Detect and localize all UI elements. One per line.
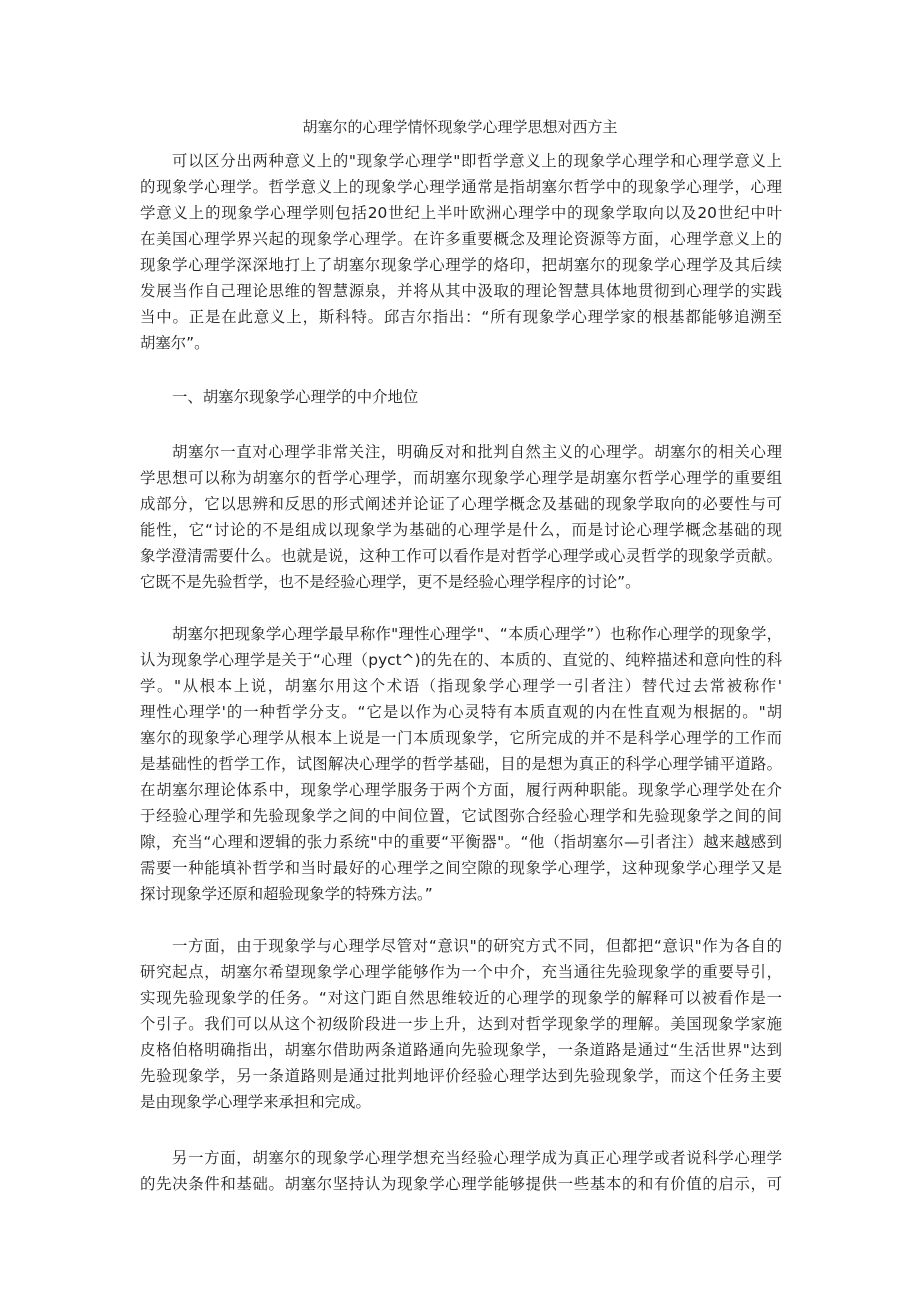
paragraph-line: 塞尔的现象学心理学从根本上说是一门本质现象学，它所完成的并不是科学心理学的工作而 xyxy=(140,729,782,747)
paragraph xyxy=(140,148,782,356)
paragraph-line: 另一方面，胡塞尔的现象学心理学想充当经验心理学成为真正心理学或者说科学心理学 xyxy=(172,1149,782,1167)
paragraph-line: 探讨现象学还原和超验现象学的特殊方法。” xyxy=(140,885,433,903)
paragraph-line: 是由现象学心理学来承担和完成。 xyxy=(140,1093,371,1111)
paragraph-line: 胡塞尔把现象学心理学最早称作"理性心理学"、“本质心理学”）也称作心理学的现象学， xyxy=(172,625,782,643)
paragraph-line: 需要一种能填补哲学和当时最好的心理学之间空隙的现象学心理学，这种现象学心理学又是 xyxy=(140,859,782,877)
paragraph-line: 学思想可以称为胡塞尔的哲学心理学，而胡塞尔现象学心理学是胡塞尔哲学心理学的重要组 xyxy=(140,469,782,487)
paragraph-line: 的现象学心理学。哲学意义上的现象学心理学通常是指胡塞尔哲学中的现象学心理学，心理 xyxy=(140,178,782,196)
paragraph xyxy=(140,621,782,907)
paragraph-line: 在美国心理学界兴起的现象学心理学。在许多重要概念及理论资源等方面，心理学意义上的 xyxy=(140,230,782,248)
paragraph-line: 的先决条件和基础。胡塞尔坚持认为现象学心理学能够提供一些基本的和有价值的启示，可 xyxy=(140,1175,782,1193)
paragraph-line: 胡塞尔一直对心理学非常关注，明确反对和批判自然主义的心理学。胡塞尔的相关心理 xyxy=(172,443,782,461)
paragraph-line: 发展当作自己理论思维的智慧源泉，并将从其中汲取的理论智慧具体地贯彻到心理学的实践 xyxy=(140,282,782,300)
paragraph-line: 学意义上的现象学心理学则包括20世纪上半叶欧洲心理学中的现象学取向以及20世纪中叶 xyxy=(140,204,782,222)
paragraph-line: 理性心理学'的一种哲学分支。“它是以作为心灵特有本质直观的内在性直观为根据的。"胡 xyxy=(140,703,782,721)
paragraph-line: 学。"从根本上说，胡塞尔用这个术语（指现象学心理学一引者注）替代过去常被称作' xyxy=(140,677,782,695)
paragraph-line: 先验现象学，另一条道路则是通过批判地评价经验心理学达到先验现象学，而这个任务主要 xyxy=(140,1067,782,1085)
paragraph-line: 于经验心理学和先验现象学之间的中间位置，它试图弥合经验心理学和先验现象学之间的间 xyxy=(140,807,782,825)
paragraph-line: 在胡塞尔理论体系中，现象学心理学服务于两个方面，履行两种职能。现象学心理学处在介 xyxy=(140,781,782,799)
paragraph-line: 当中。正是在此意义上，斯科特。邱吉尔指出：“所有现象学心理学家的根基都能够追溯至 xyxy=(140,308,782,326)
paragraph-line: 一方面，由于现象学与心理学尽管对“意识"的研究方式不同，但都把“意识"作为各自的 xyxy=(172,937,782,955)
section-heading: 一、胡塞尔现象学心理学的中介地位 xyxy=(172,388,419,406)
paragraph xyxy=(140,933,782,1115)
paragraph-line: 个引子。我们可以从这个初级阶段进一步上升，达到对哲学现象学的理解。美国现象学家施 xyxy=(140,1015,782,1033)
paragraph-line: 隙，充当“心理和逻辑的张力系统"中的重要“平衡器"。“他（指胡塞尔—引者注）越来越感到 xyxy=(140,833,782,851)
paragraph-line: 皮格伯格明确指出，胡塞尔借助两条道路通向先验现象学，一条道路是通过“生活世界"达到 xyxy=(140,1041,782,1059)
paragraph-line: 研究起点，胡塞尔希望现象学心理学能够作为一个中介，充当通往先验现象学的重要导引， xyxy=(140,963,782,981)
paragraph-line: 它既不是先验哲学，也不是经验心理学，更不是经验心理学程序的讨论”。 xyxy=(140,573,641,591)
paragraph-line: 胡塞尔”。 xyxy=(140,334,210,352)
paragraph-line: 实现先验现象学的任务。“对这门距自然思维较近的心理学的现象学的解释可以被看作是一 xyxy=(140,989,782,1007)
paragraph-line: 是基础性的哲学工作，试图解决心理学的哲学基础，目的是想为真正的科学心理学铺平道路。 xyxy=(140,755,782,773)
paragraph-line: 象学澄清需要什么。也就是说，这种工作可以看作是对哲学心理学或心灵哲学的现象学贡献。 xyxy=(140,547,782,565)
paragraph xyxy=(140,439,782,595)
paragraph-line: 认为现象学心理学是关于“心理（pyct^)的先在的、本质的、直觉的、纯粹描述和意向性的科 xyxy=(140,651,782,669)
paragraph-line: 成部分，它以思辨和反思的形式阐述并论证了心理学概念及基础的现象学取向的必要性与可 xyxy=(140,495,782,513)
document-title: 胡塞尔的心理学情怀现象学心理学思想对西方主 xyxy=(302,118,618,136)
paragraph xyxy=(140,1145,782,1197)
paragraph-line: 现象学心理学深深地打上了胡塞尔现象学心理学的烙印，把胡塞尔的现象学心理学及其后续 xyxy=(140,256,782,274)
paragraph-line: 能性，它“讨论的不是组成以现象学为基础的心理学是什么，而是讨论心理学概念基础的现 xyxy=(140,521,782,539)
paragraph-line: 可以区分出两种意义上的"现象学心理学"即哲学意义上的现象学心理学和心理学意义上 xyxy=(172,152,782,170)
